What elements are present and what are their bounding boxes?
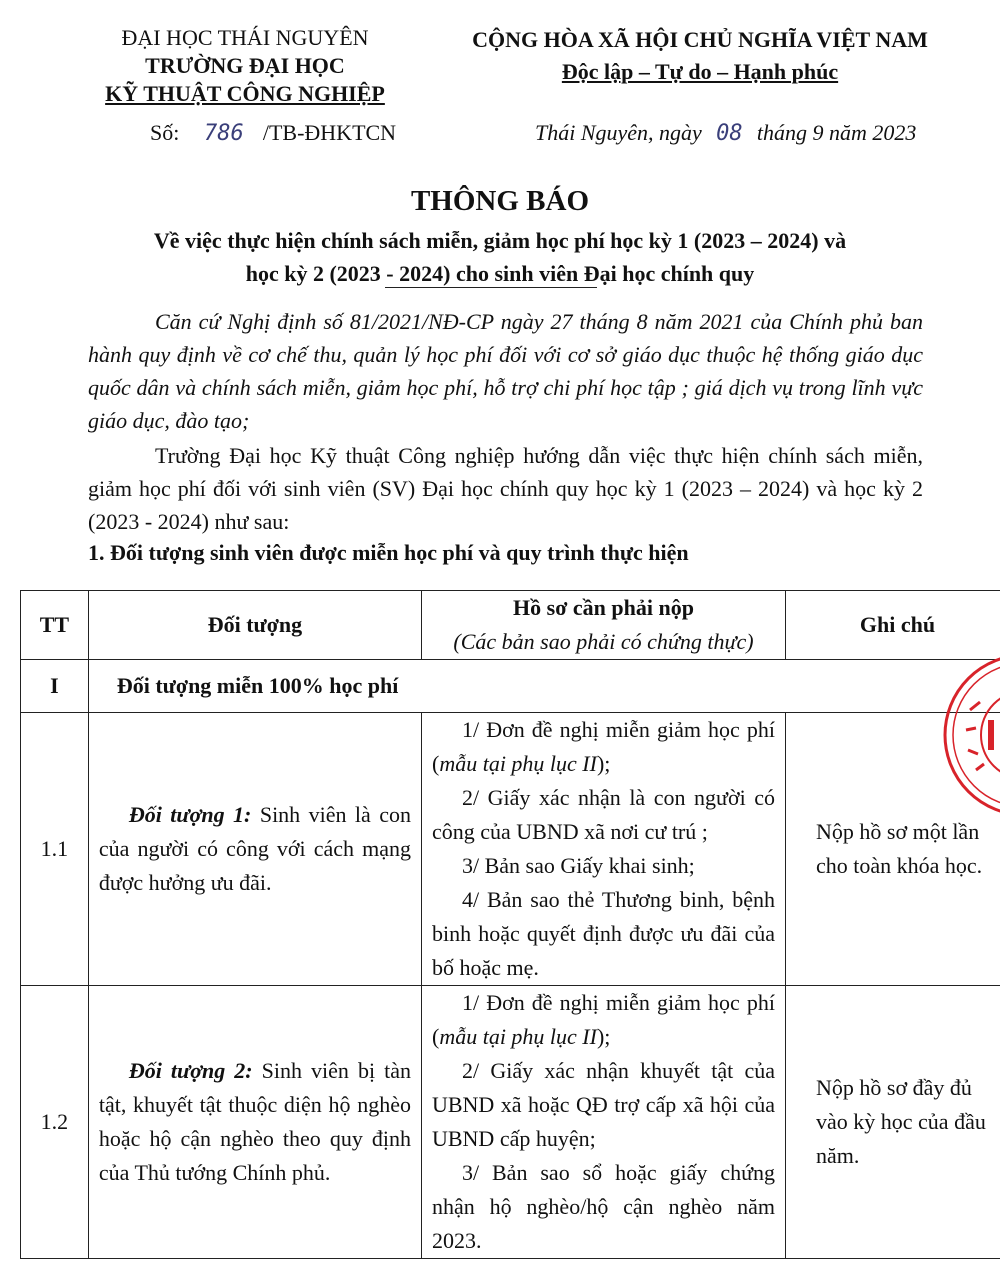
document-subtitle — [60, 224, 940, 290]
republic-title: CỘNG HÒA XÃ HỘI CHỦ NGHĨA VIỆT NAM — [472, 27, 928, 52]
document-number — [150, 120, 396, 146]
col-header-docs — [421, 591, 785, 660]
document-title: THÔNG BÁO — [410, 185, 590, 217]
row-docs — [421, 986, 785, 1259]
exemption-table — [20, 590, 1000, 1259]
legal-basis-paragraph: Căn cứ Nghị định số 81/2021/NĐ-CP ngày 27 tháng 8 năm 2021 của Chính phủ ban hành quy định về cơ chế thu, quản lý học phí đối với cơ sở giáo dục thuộc hệ thống giáo dục quốc dân và chính sách miễn, giảm học phí, hỗ trợ chi phí học tập ; giá dịch vụ trong lĩnh vực giáo dục, đào tạo; — [88, 309, 923, 433]
col-header-docs-title: Hồ sơ cần phải nộp — [513, 595, 694, 620]
target-text: Sinh viên là con của người có công với cách mạng được hưởng ưu đãi. — [98, 802, 411, 895]
target-label: Đối tượng 2: — [128, 1058, 253, 1083]
title-divider — [385, 287, 597, 288]
table-row — [21, 986, 1000, 1259]
col-header-note: Ghi chú — [786, 591, 1000, 660]
row-docs — [421, 713, 785, 986]
table-header-row — [21, 591, 1000, 660]
official-seal-icon — [940, 650, 1000, 820]
row-note: Nộp hồ sơ đầy đủ vào kỳ học của đầu năm. — [786, 986, 1000, 1259]
target-label: Đối tượng 1: — [128, 802, 252, 827]
subtitle-line-2: học kỳ 2 (2023 - 2024) cho sinh viên Đại học chính quy — [245, 261, 755, 286]
subtitle-line-1: Về việc thực hiện chính sách miễn, giảm học phí học kỳ 1 (2023 – 2024) và — [153, 228, 847, 253]
doc-item: 1/ Đơn đề nghị miễn giảm học phí (mẫu tại phụ lục II); — [431, 717, 776, 776]
col-header-docs-sub: (Các bản sao phải có chứng thực) — [453, 629, 754, 654]
row-tt: 1.2 — [21, 986, 89, 1259]
group-row — [21, 660, 1000, 713]
target-text: Sinh viên bị tàn tật, khuyết tật thuộc diện hộ nghèo hoặc hộ cận nghèo theo quy định của Thủ tướng Chính phủ. — [98, 1058, 411, 1185]
doc-no-suffix: /TB-ĐHKTCN — [262, 120, 397, 145]
intro-paragraph: Trường Đại học Kỹ thuật Công nghiệp hướng dẫn việc thực hiện chính sách miễn, giảm học phí đối với sinh viên (SV) Đại học chính quy học kỳ 1 (2023 – 2024) và học kỳ 2 (2023 - 2024) như sau: — [88, 443, 923, 534]
organization-line-2: KỸ THUẬT CÔNG NGHIỆP — [105, 81, 385, 106]
row-note: Nộp hồ sơ một lần cho toàn khóa học. — [786, 713, 1000, 986]
group-tt: I — [21, 660, 89, 713]
row-tt: 1.1 — [21, 713, 89, 986]
table-row — [21, 713, 1000, 986]
national-header — [430, 24, 970, 88]
doc-no-prefix: Số: — [150, 120, 180, 145]
date-prefix: Thái Nguyên, ngày — [535, 120, 702, 145]
doc-item: 1/ Đơn đề nghị miễn giảm học phí (mẫu tại phụ lục II); — [431, 990, 776, 1049]
row-target — [88, 713, 421, 986]
row-target — [88, 986, 421, 1259]
group-label: Đối tượng miễn 100% học phí — [88, 660, 1000, 713]
date-suffix: tháng 9 năm 2023 — [756, 120, 917, 145]
doc-no-handwritten: 786 — [203, 121, 244, 146]
col-header-target: Đối tượng — [88, 591, 421, 660]
parent-organization: ĐẠI HỌC THÁI NGUYÊN — [121, 25, 369, 50]
doc-item: 3/ Bản sao sổ hoặc giấy chứng nhận hộ nghèo/hộ cận nghèo năm 2023. — [431, 1160, 776, 1253]
doc-item: 4/ Bản sao thẻ Thương binh, bệnh binh hoặc quyết định được ưu đãi của bố hoặc mẹ. — [431, 887, 776, 980]
doc-item: 2/ Giấy xác nhận là con người có công của UBND xã nơi cư trú ; — [431, 785, 776, 844]
section-1-heading: 1. Đối tượng sinh viên được miễn học phí và quy trình thực hiện — [88, 540, 689, 565]
organization-line-1: TRƯỜNG ĐẠI HỌC — [145, 53, 345, 78]
date-day-handwritten: 08 — [716, 121, 743, 146]
issuing-organization — [60, 24, 430, 108]
document-date — [535, 120, 916, 146]
doc-item: 3/ Bản sao Giấy khai sinh; — [461, 853, 695, 878]
col-header-tt: TT — [21, 591, 89, 660]
national-motto: Độc lập – Tự do – Hạnh phúc — [561, 59, 839, 84]
doc-item: 2/ Giấy xác nhận khuyết tật của UBND xã hoặc QĐ trợ cấp xã hội của UBND cấp huyện; — [431, 1058, 776, 1151]
